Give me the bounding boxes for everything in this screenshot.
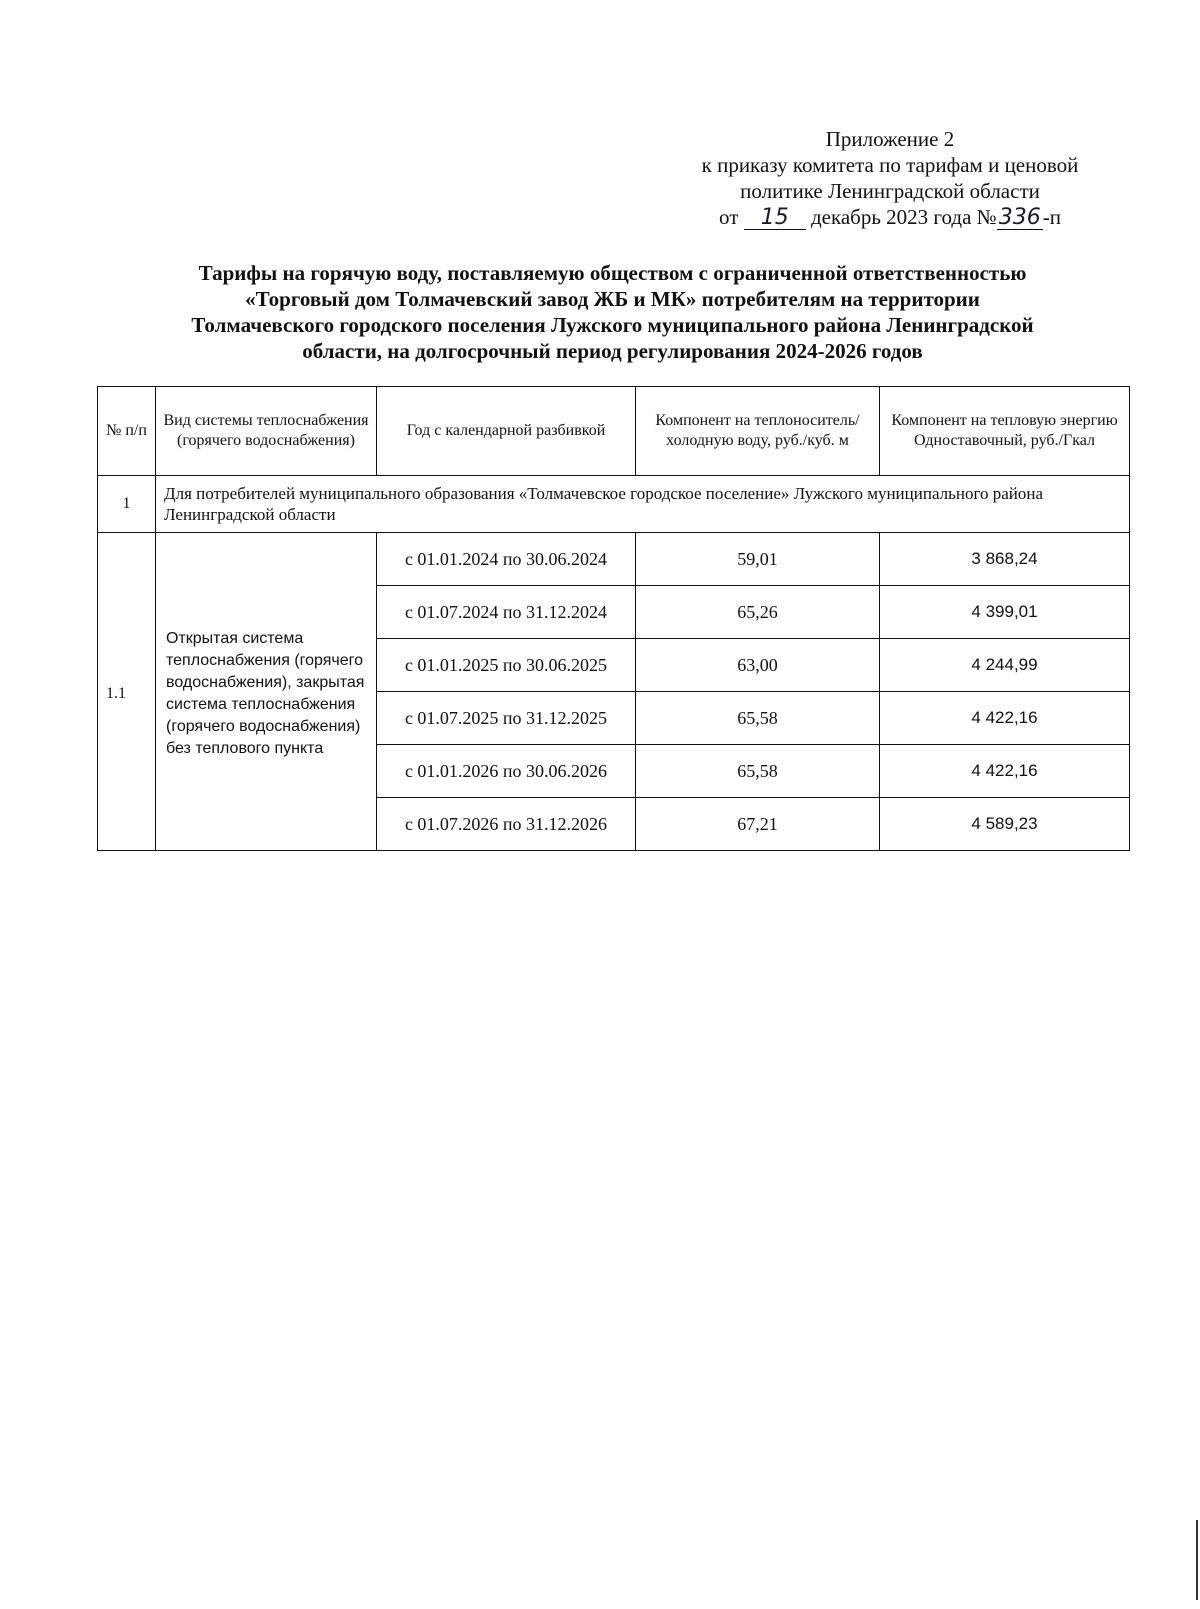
group-number: 1: [98, 476, 156, 533]
document-title: [100, 260, 1125, 364]
tariff-table: [97, 386, 1130, 851]
water-value: 65,26: [636, 586, 880, 639]
table-row: [98, 533, 1130, 586]
title-line-4: области, на долгосрочный период регулирования 2024-2026 годов: [302, 339, 923, 363]
appendix-title: Приложение 2: [825, 127, 955, 151]
period-cell: с 01.07.2026 по 31.12.2026: [377, 798, 636, 851]
header-system-type: Вид системы теплоснабжения (горячего водоснабжения): [156, 387, 377, 476]
group-row: [98, 476, 1130, 533]
heat-value: 4 422,16: [880, 745, 1130, 798]
period-cell: с 01.01.2025 по 30.06.2025: [377, 639, 636, 692]
system-description: Открытая система теплоснабжения (горячего водоснабжения), закрытая система теплоснабжения (горячего водоснабжения) без теплового пункта: [156, 533, 377, 851]
date-prefix: от: [719, 205, 739, 229]
appendix-header: [660, 126, 1120, 230]
water-value: 63,00: [636, 639, 880, 692]
header-water-component: Компонент на теплоноситель/холодную воду, руб./куб. м: [636, 387, 880, 476]
period-cell: с 01.01.2026 по 30.06.2026: [377, 745, 636, 798]
row-number: 1.1: [98, 533, 156, 851]
appendix-committee: политике Ленинградской области: [740, 179, 1040, 203]
appendix-order-ref: к приказу комитета по тарифам и ценовой: [701, 153, 1079, 177]
handwritten-day: 15: [744, 207, 806, 230]
heat-value: 4 244,99: [880, 639, 1130, 692]
heat-value: 4 589,23: [880, 798, 1130, 851]
header-number: № п/п: [98, 387, 156, 476]
date-middle: декабрь 2023 года №: [810, 205, 997, 229]
scan-edge-mark: [1196, 1520, 1198, 1600]
header-period: Год с календарной разбивкой: [377, 387, 636, 476]
handwritten-order-number: 336: [998, 205, 1041, 230]
heat-value: 4 422,16: [880, 692, 1130, 745]
heat-value: 4 399,01: [880, 586, 1130, 639]
water-value: 59,01: [636, 533, 880, 586]
order-suffix: -п: [1042, 205, 1061, 229]
water-value: 65,58: [636, 745, 880, 798]
title-line-1: Тарифы на горячую воду, поставляемую обществом с ограниченной ответственностью: [198, 261, 1027, 285]
group-description: Для потребителей муниципального образования «Толмачевское городское поселение» Лужского муниципального района Ленинградской области: [156, 476, 1130, 533]
heat-value: 3 868,24: [880, 533, 1130, 586]
water-value: 65,58: [636, 692, 880, 745]
appendix-date-line: [660, 204, 1120, 230]
period-cell: с 01.07.2025 по 31.12.2025: [377, 692, 636, 745]
title-line-3: Толмачевского городского поселения Лужского муниципального района Ленинградской: [191, 313, 1034, 337]
table-header-row: [98, 387, 1130, 476]
title-line-2: «Торговый дом Толмачевский завод ЖБ и МК» потребителям на территории: [245, 287, 980, 311]
period-cell: с 01.01.2024 по 30.06.2024: [377, 533, 636, 586]
period-cell: с 01.07.2024 по 31.12.2024: [377, 586, 636, 639]
header-heat-component: Компонент на тепловую энергию Одноставочный, руб./Гкал: [880, 387, 1130, 476]
water-value: 67,21: [636, 798, 880, 851]
